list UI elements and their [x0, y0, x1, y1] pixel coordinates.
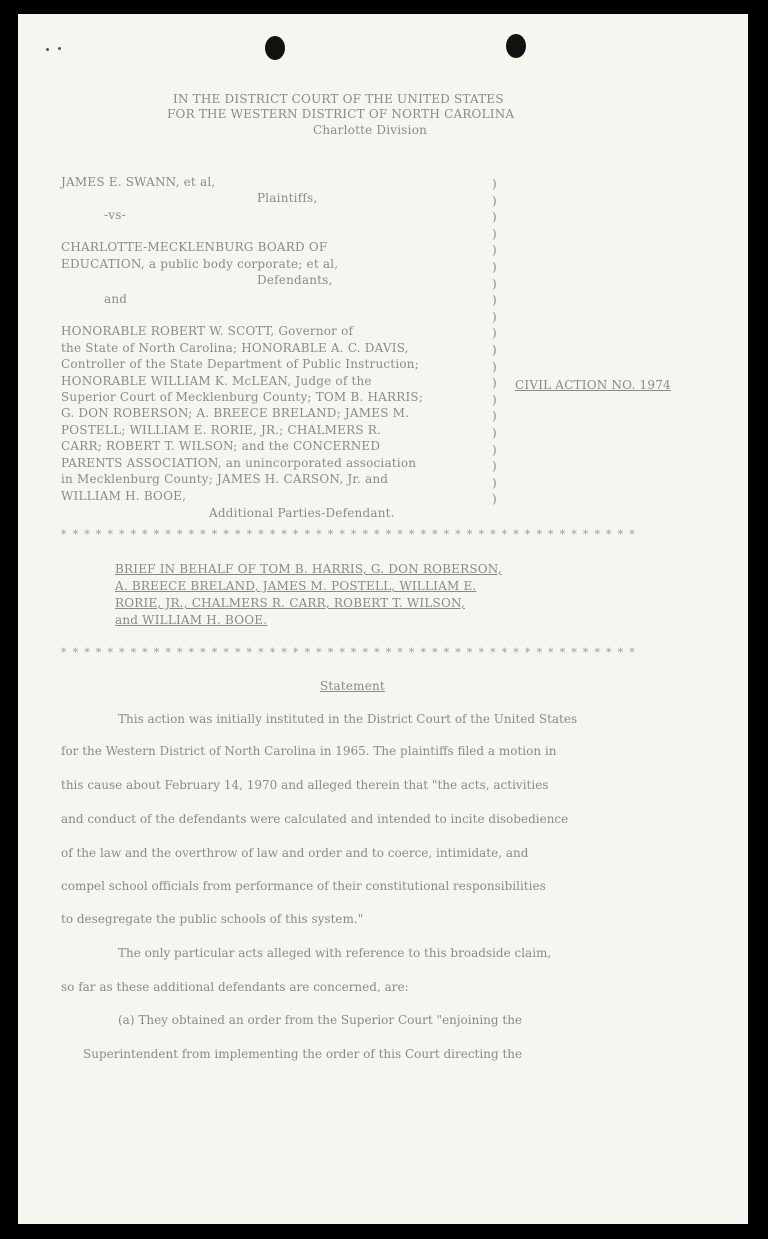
brief-title-line: and WILLIAM H. BOOE.	[115, 613, 268, 627]
court-line-3: Charlotte Division	[313, 123, 428, 137]
statement-heading: Statement	[320, 679, 385, 693]
body-line: for the Western District of North Carolina in 1965. The plaintiffs filed a motion in	[61, 744, 557, 758]
defendant-line-1: CHARLOTTE-MECKLENBURG BOARD OF	[61, 240, 328, 254]
punch-hole-right	[506, 34, 526, 58]
plaintiffs-label: Plaintiffs,	[257, 191, 318, 205]
brief-title-line: RORIE, JR., CHALMERS R. CARR, ROBERT T. WILSON,	[115, 596, 465, 610]
additional-party-line: PARENTS ASSOCIATION, an unincorporated association	[61, 456, 417, 470]
brief-title-line: A. BREECE BRELAND, JAMES M. POSTELL, WILLIAM E.	[115, 579, 477, 593]
body-line: so far as these additional defendants are concerned, are:	[61, 980, 409, 994]
body-line: This action was initially instituted in the District Court of the United States	[118, 712, 578, 726]
versus-label: -vs-	[104, 208, 126, 222]
additional-parties-label: Additional Parties-Defendant.	[209, 506, 395, 520]
defendants-label: Defendants,	[257, 273, 333, 287]
brief-title-line: BRIEF IN BEHALF OF TOM B. HARRIS, G. DON ROBERSON,	[115, 562, 502, 576]
body-line: of the law and the overthrow of law and order and to coerce, intimidate, and	[61, 846, 529, 860]
body-line: and conduct of the defendants were calculated and intended to incite disobedience	[61, 812, 569, 826]
additional-party-line: HONORABLE WILLIAM K. McLEAN, Judge of the	[61, 374, 372, 388]
civil-action-number: CIVIL ACTION NO. 1974	[515, 378, 671, 392]
body-line: The only particular acts alleged with reference to this broadside claim,	[118, 946, 552, 960]
additional-party-line: HONORABLE ROBERT W. SCOTT, Governor of	[61, 324, 354, 338]
plaintiff-name: JAMES E. SWANN, et al,	[61, 175, 216, 189]
punch-hole-left	[265, 36, 285, 60]
additional-party-line: the State of North Carolina; HONORABLE A. C. DAVIS,	[61, 341, 409, 355]
additional-party-line: G. DON ROBERSON; A. BREECE BRELAND; JAMES M.	[61, 406, 410, 420]
document-page	[18, 14, 748, 1224]
caption-bracket-column: ) ) ) ) ) ) ) ) ) ) ) ) ) ) ) ) ) ) ) )	[492, 177, 497, 507]
additional-party-line: Superior Court of Mecklenburg County; TOM B. HARRIS;	[61, 390, 424, 404]
additional-party-line: CARR; ROBERT T. WILSON; and the CONCERNED	[61, 439, 381, 453]
additional-party-line: POSTELL; WILLIAM E. RORIE, JR.; CHALMERS R.	[61, 423, 382, 437]
additional-party-line: in Mecklenburg County; JAMES H. CARSON, Jr. and	[61, 472, 389, 486]
separator-stars: * * * * * * * * * * * * * * * * * * * * * * * * * * * * * * * * * * * * * * * * * * * * * * * * * *	[61, 528, 637, 541]
court-line-2: FOR THE WESTERN DISTRICT OF NORTH CAROLINA	[167, 107, 515, 121]
body-line: Superintendent from implementing the order of this Court directing the	[83, 1047, 523, 1061]
paper-speck	[46, 48, 49, 51]
body-line: (a) They obtained an order from the Superior Court "enjoining the	[118, 1013, 523, 1027]
body-line: this cause about February 14, 1970 and alleged therein that "the acts, activities	[61, 778, 549, 792]
additional-party-line: Controller of the State Department of Public Instruction;	[61, 357, 419, 371]
additional-party-line: WILLIAM H. BOOE,	[61, 489, 187, 503]
body-line: to desegregate the public schools of this system."	[61, 912, 364, 926]
separator-stars: * * * * * * * * * * * * * * * * * * * * * * * * * * * * * * * * * * * * * * * * * * * * * * * * * *	[61, 646, 637, 659]
defendant-line-2: EDUCATION, a public body corporate; et al,	[61, 257, 339, 271]
and-label: and	[104, 292, 128, 306]
body-line: compel school officials from performance of their constitutional responsibilities	[61, 879, 546, 893]
court-line-1: IN THE DISTRICT COURT OF THE UNITED STATES	[173, 92, 504, 106]
paper-speck	[58, 47, 61, 50]
